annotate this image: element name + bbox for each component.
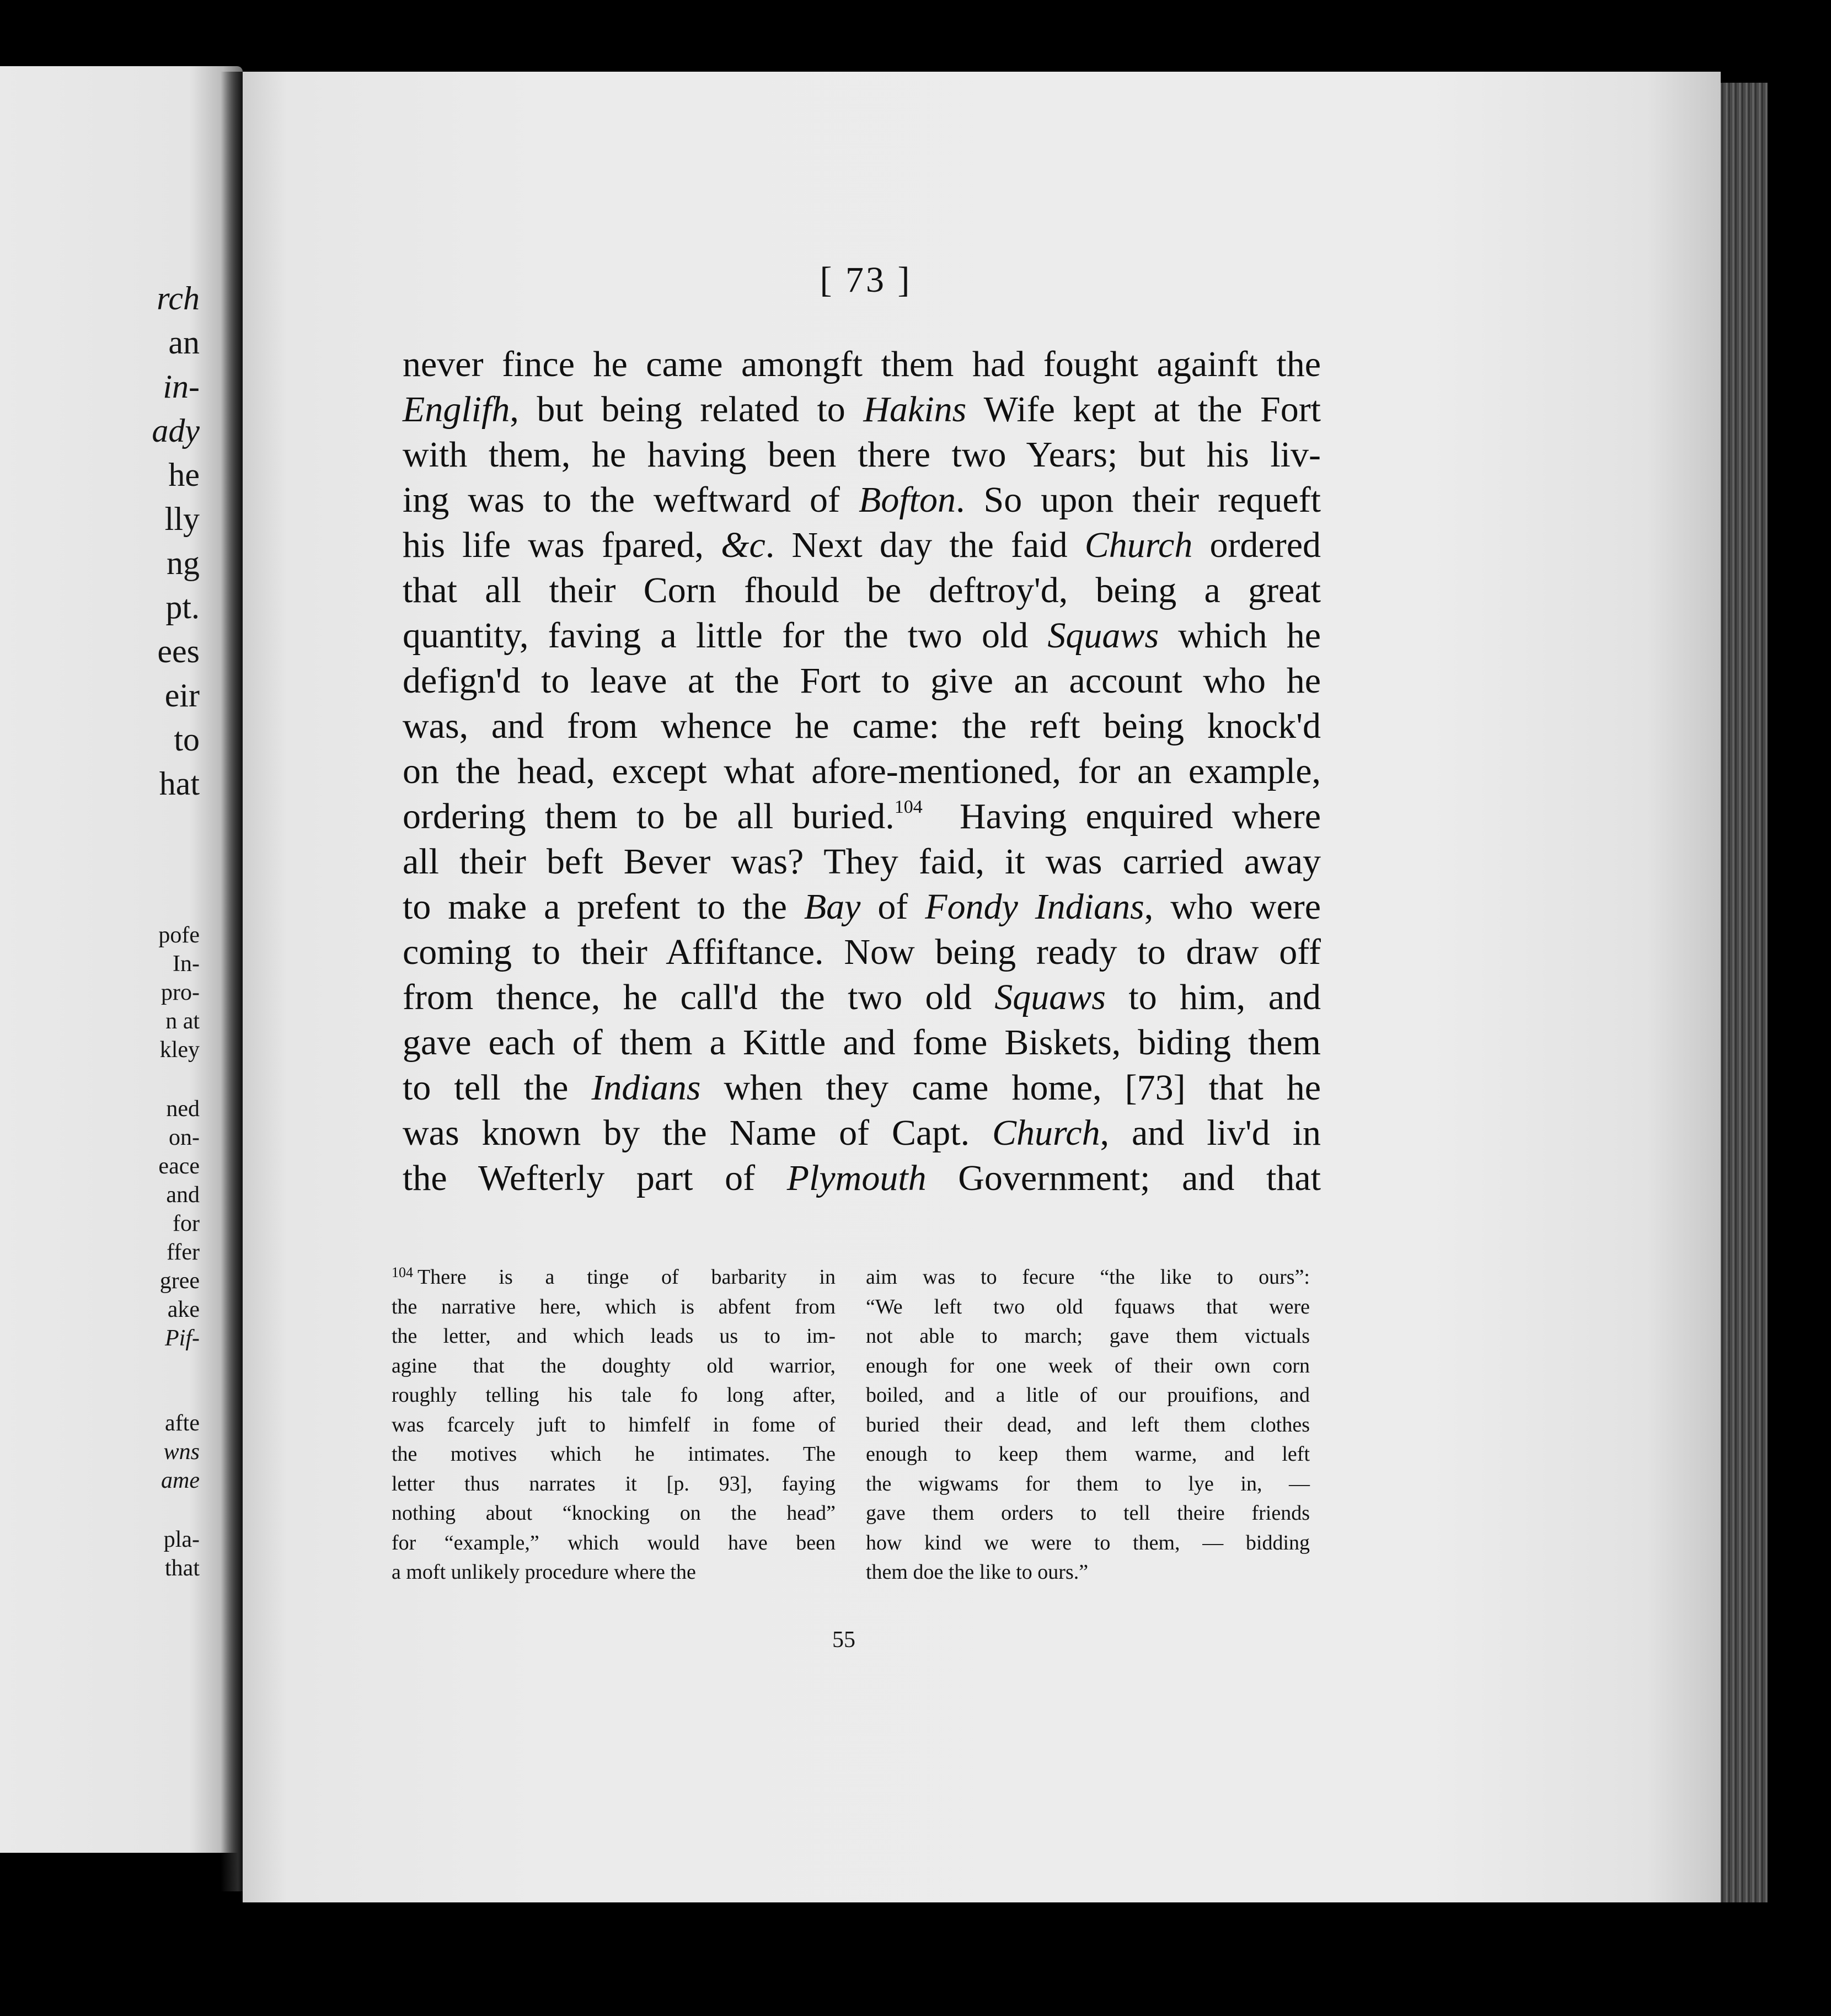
body-line: on the head, except what afore-mentioned, for an example, [403, 751, 1321, 791]
left-page-fragment: for [173, 1211, 200, 1236]
left-page-fragment: ame [161, 1468, 200, 1493]
footnote-line: enough to keep them warme, and left [866, 1443, 1310, 1466]
left-page-fragment: that [165, 1556, 200, 1581]
left-page-fragment: an [168, 324, 200, 361]
footnote-line: agine that the doughty old warrior, [392, 1354, 836, 1377]
left-page-fragment: hat [159, 765, 200, 802]
footnote-line: nothing about “knocking on the head” [392, 1502, 836, 1525]
footnote-reference: 104 [894, 797, 923, 817]
left-page-fragment: lly [164, 501, 200, 537]
footnote-line: not able to march; gave them victuals [866, 1325, 1310, 1348]
footnote-line: buried their dead, and left them clothes [866, 1413, 1310, 1436]
left-page-fragment: gree [159, 1268, 200, 1294]
footnote-column-right [866, 1263, 1310, 1588]
body-line-continuation: Having enquired where [922, 796, 1321, 837]
footnote-line: letter thus narrates it [p. 93], faying [392, 1472, 836, 1495]
body-line: coming to their Affiftance. Now being ready to draw off [403, 932, 1321, 972]
body-line: from thence, he call'd the two old Squaws to him, and [403, 977, 1321, 1017]
left-page-fragment: in- [163, 368, 200, 405]
left-page-fragment: on- [169, 1125, 200, 1150]
left-page-fragment: n at [165, 1009, 200, 1034]
body-line: was known by the Name of Capt. Church, and liv'd in [403, 1113, 1321, 1153]
left-page-fragment: eace [158, 1154, 200, 1179]
body-line: to make a prefent to the Bay of Fondy Indians, who were [403, 887, 1321, 927]
left-page-fragment: pro- [161, 980, 200, 1005]
left-page [0, 66, 243, 1853]
body-line: quantity, faving a little for the two old Squaws which he [403, 615, 1321, 656]
footnote-number: 104 [392, 1264, 413, 1280]
body-line: all their beft Bever was? They faid, it was carried away [403, 841, 1321, 882]
body-line: defign'd to leave at the Fort to give an account who he [403, 661, 1321, 701]
body-line: with them, he having been there two Years; but his liv- [403, 435, 1321, 475]
left-page-fragment: and [166, 1182, 200, 1208]
left-page-fragment: ees [157, 633, 200, 669]
left-page-fragment: ffer [167, 1240, 200, 1265]
footnote-line: enough for one week of their own corn [866, 1354, 1310, 1377]
footnote-line: them doe the like to ours.” [866, 1561, 1089, 1584]
left-page-fragment: ned [166, 1096, 200, 1122]
footnote-line: boiled, and a litle of our prouifions, and [866, 1384, 1310, 1407]
left-page-fragment: wns [163, 1439, 200, 1465]
left-page-fragment: kley [159, 1037, 200, 1063]
body-line: the Wefterly part of Plymouth Government; and that [403, 1158, 1321, 1198]
footnote-line: was fcarcely juft to himfelf in fome of [392, 1413, 836, 1436]
footnote-line: the letter, and which leads us to im- [392, 1325, 836, 1348]
footnote-line: the motives which he intimates. The [392, 1443, 836, 1466]
body-line: was, and from whence he came: the reft being knock'd [403, 706, 1321, 746]
footnote-line: gave them orders to tell theire friends [866, 1502, 1310, 1525]
body-line: gave each of them a Kittle and fome Biskets, biding them [403, 1022, 1321, 1063]
left-page-fragment: ady [152, 412, 200, 449]
footnote-line: for “example,” which would have been [392, 1531, 836, 1554]
left-page-fragment: In- [173, 951, 200, 977]
left-page-fragment: pt. [165, 589, 200, 625]
left-page-fragment: he [168, 457, 200, 493]
left-page-fragment: pla- [163, 1527, 200, 1552]
footnote-line: “We left two old fquaws that were [866, 1295, 1310, 1318]
left-page-fragment: rch [157, 280, 200, 317]
footnote-line: the wigwams for them to lye in, — [866, 1472, 1310, 1495]
body-line: never fince he came amongft them had fought againft the [403, 344, 1321, 384]
body-line: his life was fpared, &c. Next day the faid Church ordered [403, 525, 1321, 565]
footnote-line: how kind we were to them, — bidding [866, 1531, 1310, 1554]
left-page-fragment: ake [167, 1297, 200, 1322]
left-page-fragment: Pif- [165, 1326, 200, 1351]
running-head: [ 73 ] [820, 260, 912, 300]
footnote-line: aim was to fecure “the like to ours”: [866, 1266, 1310, 1289]
left-page-fragment: eir [164, 677, 200, 714]
footnote-line: a moft unlikely procedure where the [392, 1561, 696, 1584]
body-line: Englifh, but being related to Hakins Wife kept at the Fort [403, 389, 1321, 430]
page-number: 55 [832, 1627, 855, 1653]
body-line: ordering them to be all buried.$^{104}$ Having enquired where [403, 796, 1321, 837]
page-edges [1718, 83, 1768, 1902]
footnote-line: $^{104}$ There is a tinge of barbarity in [392, 1264, 836, 1289]
body-line: ing was to the weftward of Bofton. So upon their requeft [403, 480, 1321, 520]
footnote-line: roughly telling his tale fo long after, [392, 1384, 836, 1407]
body-line: that all their Corn fhould be deftroy'd, being a great [403, 570, 1321, 610]
body-text [403, 342, 1321, 1201]
footnote-line: the narrative here, which is abfent from [392, 1295, 836, 1318]
left-page-fragment: ng [167, 545, 200, 581]
footnote-column-left [392, 1263, 836, 1588]
body-line: to tell the Indians when they came home, [73] that he [403, 1068, 1321, 1108]
left-page-fragment: afte [165, 1411, 200, 1436]
left-page-fragment: pofe [158, 923, 200, 948]
left-page-fragment: to [174, 721, 200, 758]
